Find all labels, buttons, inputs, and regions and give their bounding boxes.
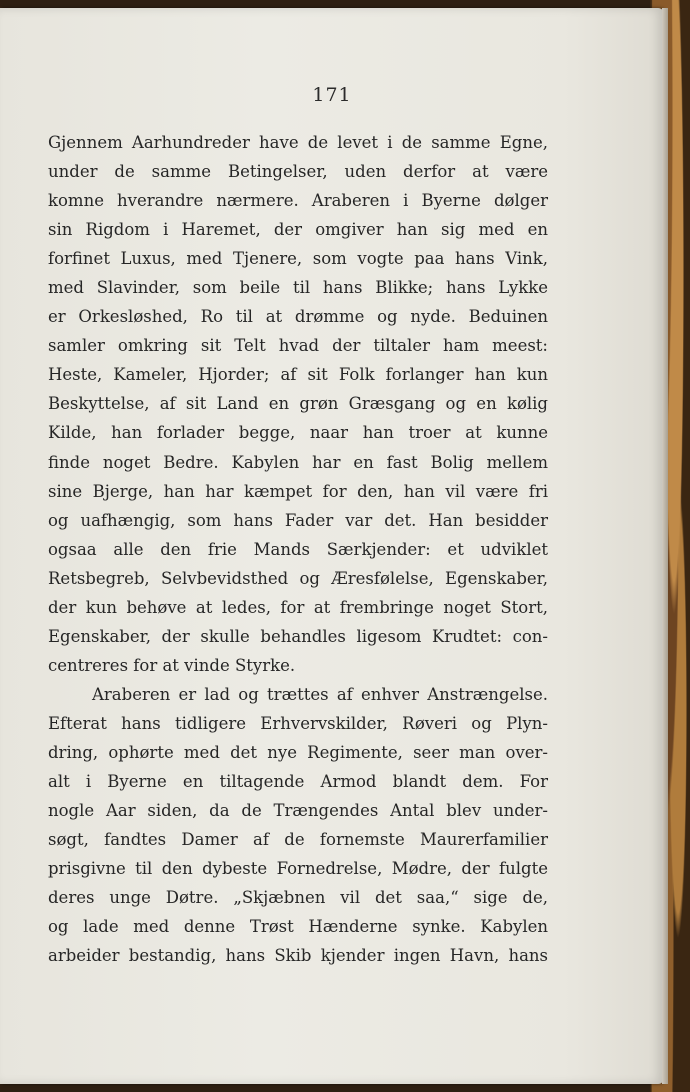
text-line: Retsbegreb, Selvbevidsthed og Æresfølelse, Egenskaber, xyxy=(48,568,548,588)
text-line: Beskyttelse, af sit Land en grøn Græsgang og en kølig xyxy=(48,394,548,414)
text-line: og lade med denne Trøst Hænderne synke. Kabylen xyxy=(48,917,548,937)
text-line: sin Rigdom i Haremet, der omgiver han sig med en xyxy=(48,220,548,240)
text-line: Gjennem Aarhundreder have de levet i de samme Egne, xyxy=(48,133,548,152)
text-line: Kilde, han forlader begge, naar han troer at kunne xyxy=(48,423,548,443)
text-line: centreres for at vinde Styrke. xyxy=(48,655,296,675)
text-line: arbeider bestandig, hans Skib kjender ingen Havn, hans xyxy=(48,946,548,966)
text-line: forfinet Luxus, med Tjenere, som vogte paa hans Vink, xyxy=(48,249,548,269)
text-line: Heste, Kameler, Hjorder; af sit Folk forlanger han kun xyxy=(48,365,548,385)
text-line: Efterat hans tidligere Erhvervskilder, Røveri og Plyn- xyxy=(48,713,548,733)
text-line: sine Bjerge, han har kæmpet for den, han vil være fri xyxy=(48,481,548,501)
text-line: prisgivne til den dybeste Fornedrelse, Mødre, der fulgte xyxy=(48,859,548,879)
text-line: er Orkesløshed, Ro til at drømme og nyde. Beduinen xyxy=(48,307,548,327)
text-line: søgt, fandtes Damer af de fornemste Maurerfamilier xyxy=(48,830,548,850)
text-line: ogsaa alle den frie Mands Særkjender: et udviklet xyxy=(48,539,548,559)
body-text xyxy=(48,128,548,970)
text-line: komne hverandre nærmere. Araberen i Byerne dølger xyxy=(48,191,548,211)
text-line: dring, ophørte med det nye Regimente, seer man over- xyxy=(48,742,548,762)
text-line: under de samme Betingelser, uden derfor at være xyxy=(48,162,548,182)
text-line: finde noget Bedre. Kabylen har en fast Bolig mellem xyxy=(48,452,548,472)
text-line: Egenskaber, der skulle behandles ligesom Krudtet: con- xyxy=(48,626,548,646)
text-line: alt i Byerne en tiltagende Armod blandt dem. For xyxy=(48,772,548,792)
text-line: Araberen er lad og trættes af enhver Anstrængelse. xyxy=(92,684,548,704)
text-line: der kun behøve at ledes, for at frembringe noget Stort, xyxy=(48,597,548,617)
text-line: og uafhængig, som hans Fader var det. Han besidder xyxy=(48,510,548,530)
text-line: deres unge Døtre. „Skjæbnen vil det saa,“ sige de, xyxy=(48,888,548,908)
text-line: samler omkring sit Telt hvad der tiltaler ham meest: xyxy=(48,336,548,356)
page-edge xyxy=(662,8,668,1084)
text-line: nogle Aar siden, da de Trængendes Antal blev under- xyxy=(48,801,548,821)
text-line: med Slavinder, som beile til hans Blikke; hans Lykke xyxy=(48,278,548,298)
page-number: 171 xyxy=(312,84,352,106)
